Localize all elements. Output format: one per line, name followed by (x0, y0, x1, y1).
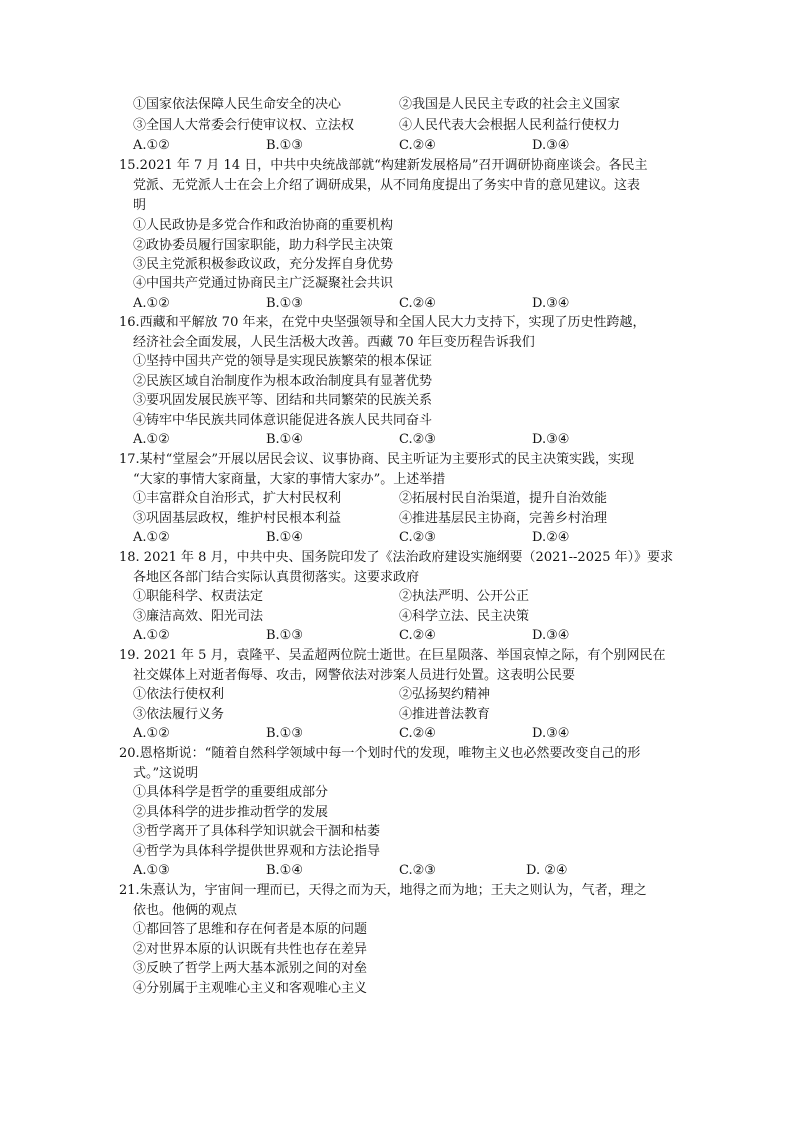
q16-option-c: C.②③ (399, 432, 436, 447)
q21-stem-line-2: 依也。他俩的观点 (133, 903, 238, 918)
q18-option-b: B.①③ (266, 628, 303, 643)
q19-statement-2: ②弘扬契约精神 (399, 687, 491, 702)
q15-option-d: D.③④ (532, 296, 570, 311)
q18-statement-4: ④科学立法、民主决策 (399, 609, 530, 624)
q20-stem-line-2: 式。”这说明 (133, 766, 199, 781)
q19-statement-1: ①依法行使权利 (133, 687, 225, 702)
q17-option-d: D.②④ (532, 530, 570, 545)
q18-statement-2: ②执法严明、公开公正 (399, 589, 530, 604)
top-statement-2: ②我国是人民民主专政的社会主义国家 (399, 97, 621, 112)
q19-statement-3: ③依法履行义务 (133, 707, 225, 722)
q15-option-a: A.①② (133, 296, 170, 311)
q20-option-d: D. ②④ (526, 863, 568, 878)
q15-stem-line-3: 明 (133, 198, 147, 213)
q16-option-a: A.①② (133, 432, 170, 447)
q18-stem-line-1: 18. 2021 年 8 月，中共中央、国务院印发了《法治政府建设实施纲要（2021--2025 年）》要求 (119, 550, 674, 565)
q15-stem-line-2: 党派、无党派人士在会上介绍了调研成果，从不同角度提出了务实中肯的意见建议。这表 (133, 178, 641, 193)
q17-statement-1: ①丰富群众自治形式，扩大村民权利 (133, 491, 342, 506)
q15-statement-1: ①人民政协是多党合作和政治协商的重要机构 (133, 218, 394, 233)
q20-statement-1: ①具体科学是哲学的重要组成部分 (133, 785, 329, 800)
q16-option-b: B.①④ (266, 432, 303, 447)
q15-option-b: B.①③ (266, 296, 303, 311)
q15-statement-3: ③民主党派积极参政议政，充分发挥自身优势 (133, 257, 394, 272)
q19-option-d: D.③④ (532, 726, 570, 741)
top-option-b: B.①③ (266, 138, 303, 153)
q20-option-c: C.②③ (399, 863, 436, 878)
q19-option-b: B.①③ (266, 726, 303, 741)
q16-statement-2: ②民族区域自治制度作为根本政治制度具有显著优势 (133, 374, 433, 389)
q19-stem-line-1: 19. 2021 年 5 月，袁隆平、吴孟超两位院士逝世。在巨星陨落、举国哀悼之际，有个别网民在 (119, 648, 666, 663)
q19-option-a: A.①② (133, 726, 170, 741)
q19-stem-line-2: 社交媒体上对逝者侮辱、攻击，网警依法对涉案人员进行处置。这表明公民要 (133, 668, 576, 683)
q16-statement-4: ④铸牢中华民族共同体意识能促进各族人民共同奋斗 (133, 413, 433, 428)
top-option-d: D.③④ (532, 138, 570, 153)
top-option-c: C.②④ (399, 138, 436, 153)
q20-statement-3: ③哲学离开了具体科学知识就会干涸和枯萎 (133, 824, 381, 839)
top-option-a: A.①② (133, 138, 170, 153)
q16-statement-1: ①坚持中国共产党的领导是实现民族繁荣的根本保证 (133, 354, 433, 369)
q17-statement-3: ③巩固基层政权，维护村民根本利益 (133, 511, 342, 526)
q16-stem-line-1: 16.西藏和平解放 70 年来，在党中央坚强领导和全国人民大力支持下，实现了历史性跨越， (119, 315, 646, 330)
q18-stem-line-2: 各地区各部门结合实际认真贯彻落实。这要求政府 (133, 570, 420, 585)
q18-statement-1: ①职能科学、权责法定 (133, 589, 264, 604)
q17-option-a: A.①② (133, 530, 170, 545)
q20-option-b: B.①④ (266, 863, 303, 878)
q18-option-d: D.③④ (532, 628, 570, 643)
q15-statement-4: ④中国共产党通过协商民主广泛凝聚社会共识 (133, 276, 394, 291)
q17-stem-line-1: 17.某村“堂屋会”开展以居民会议、议事协商、民主听证为主要形式的民主决策实践，实现 (119, 452, 634, 467)
q17-stem-line-2: “大家的事情大家商量，大家的事情大家办”。上述举措 (133, 472, 446, 487)
q19-statement-4: ④推进普法教育 (399, 707, 491, 722)
q19-option-c: C.②④ (399, 726, 436, 741)
q20-option-a: A.①③ (133, 863, 170, 878)
q20-statement-2: ②具体科学的进步推动哲学的发展 (133, 805, 329, 820)
q21-statement-1: ①都回答了思维和存在何者是本原的问题 (133, 922, 368, 937)
q21-statement-3: ③反映了哲学上两大基本派别之间的对垒 (133, 961, 368, 976)
q21-statement-4: ④分别属于主观唯心主义和客观唯心主义 (133, 981, 368, 996)
top-statement-4: ④人民代表大会根据人民利益行使权力 (399, 118, 621, 133)
q15-stem-line-1: 15.2021 年 7 月 14 日，中共中央统战部就“构建新发展格局”召开调研协商座谈会。各民主 (119, 158, 648, 173)
q16-option-d: D.③④ (532, 432, 570, 447)
q18-option-c: C.②④ (399, 628, 436, 643)
q20-statement-4: ④哲学为具体科学提供世界观和方法论指导 (133, 844, 381, 859)
top-statement-3: ③全国人大常委会行使审议权、立法权 (133, 118, 355, 133)
q17-statement-4: ④推进基层民主协商，完善乡村治理 (399, 511, 608, 526)
q21-statement-2: ②对世界本原的认识既有共性也存在差异 (133, 942, 368, 957)
q15-statement-2: ②政协委员履行国家职能，助力科学民主决策 (133, 238, 394, 253)
top-statement-1: ①国家依法保障人民生命安全的决心 (133, 97, 342, 112)
q18-statement-3: ③廉洁高效、阳光司法 (133, 609, 264, 624)
q17-option-c: C.②③ (399, 530, 436, 545)
q16-statement-3: ③要巩固发展民族平等、团结和共同繁荣的民族关系 (133, 393, 433, 408)
q17-option-b: B.①④ (266, 530, 303, 545)
q16-stem-line-2: 经济社会全面发展，人民生活极大改善。西藏 70 年巨变历程告诉我们 (133, 335, 535, 350)
q17-statement-2: ②拓展村民自治渠道，提升自治效能 (399, 491, 608, 506)
q15-option-c: C.②④ (399, 296, 436, 311)
q20-stem-line-1: 20.恩格斯说：“随着自然科学领域中每一个划时代的发现，唯物主义也必然要改变自己的形 (119, 746, 641, 761)
q18-option-a: A.①② (133, 628, 170, 643)
q21-stem-line-1: 21.朱熹认为，宇宙间一理而已，天得之而为天，地得之而为地；王夫之则认为，气者，理之 (119, 883, 647, 898)
